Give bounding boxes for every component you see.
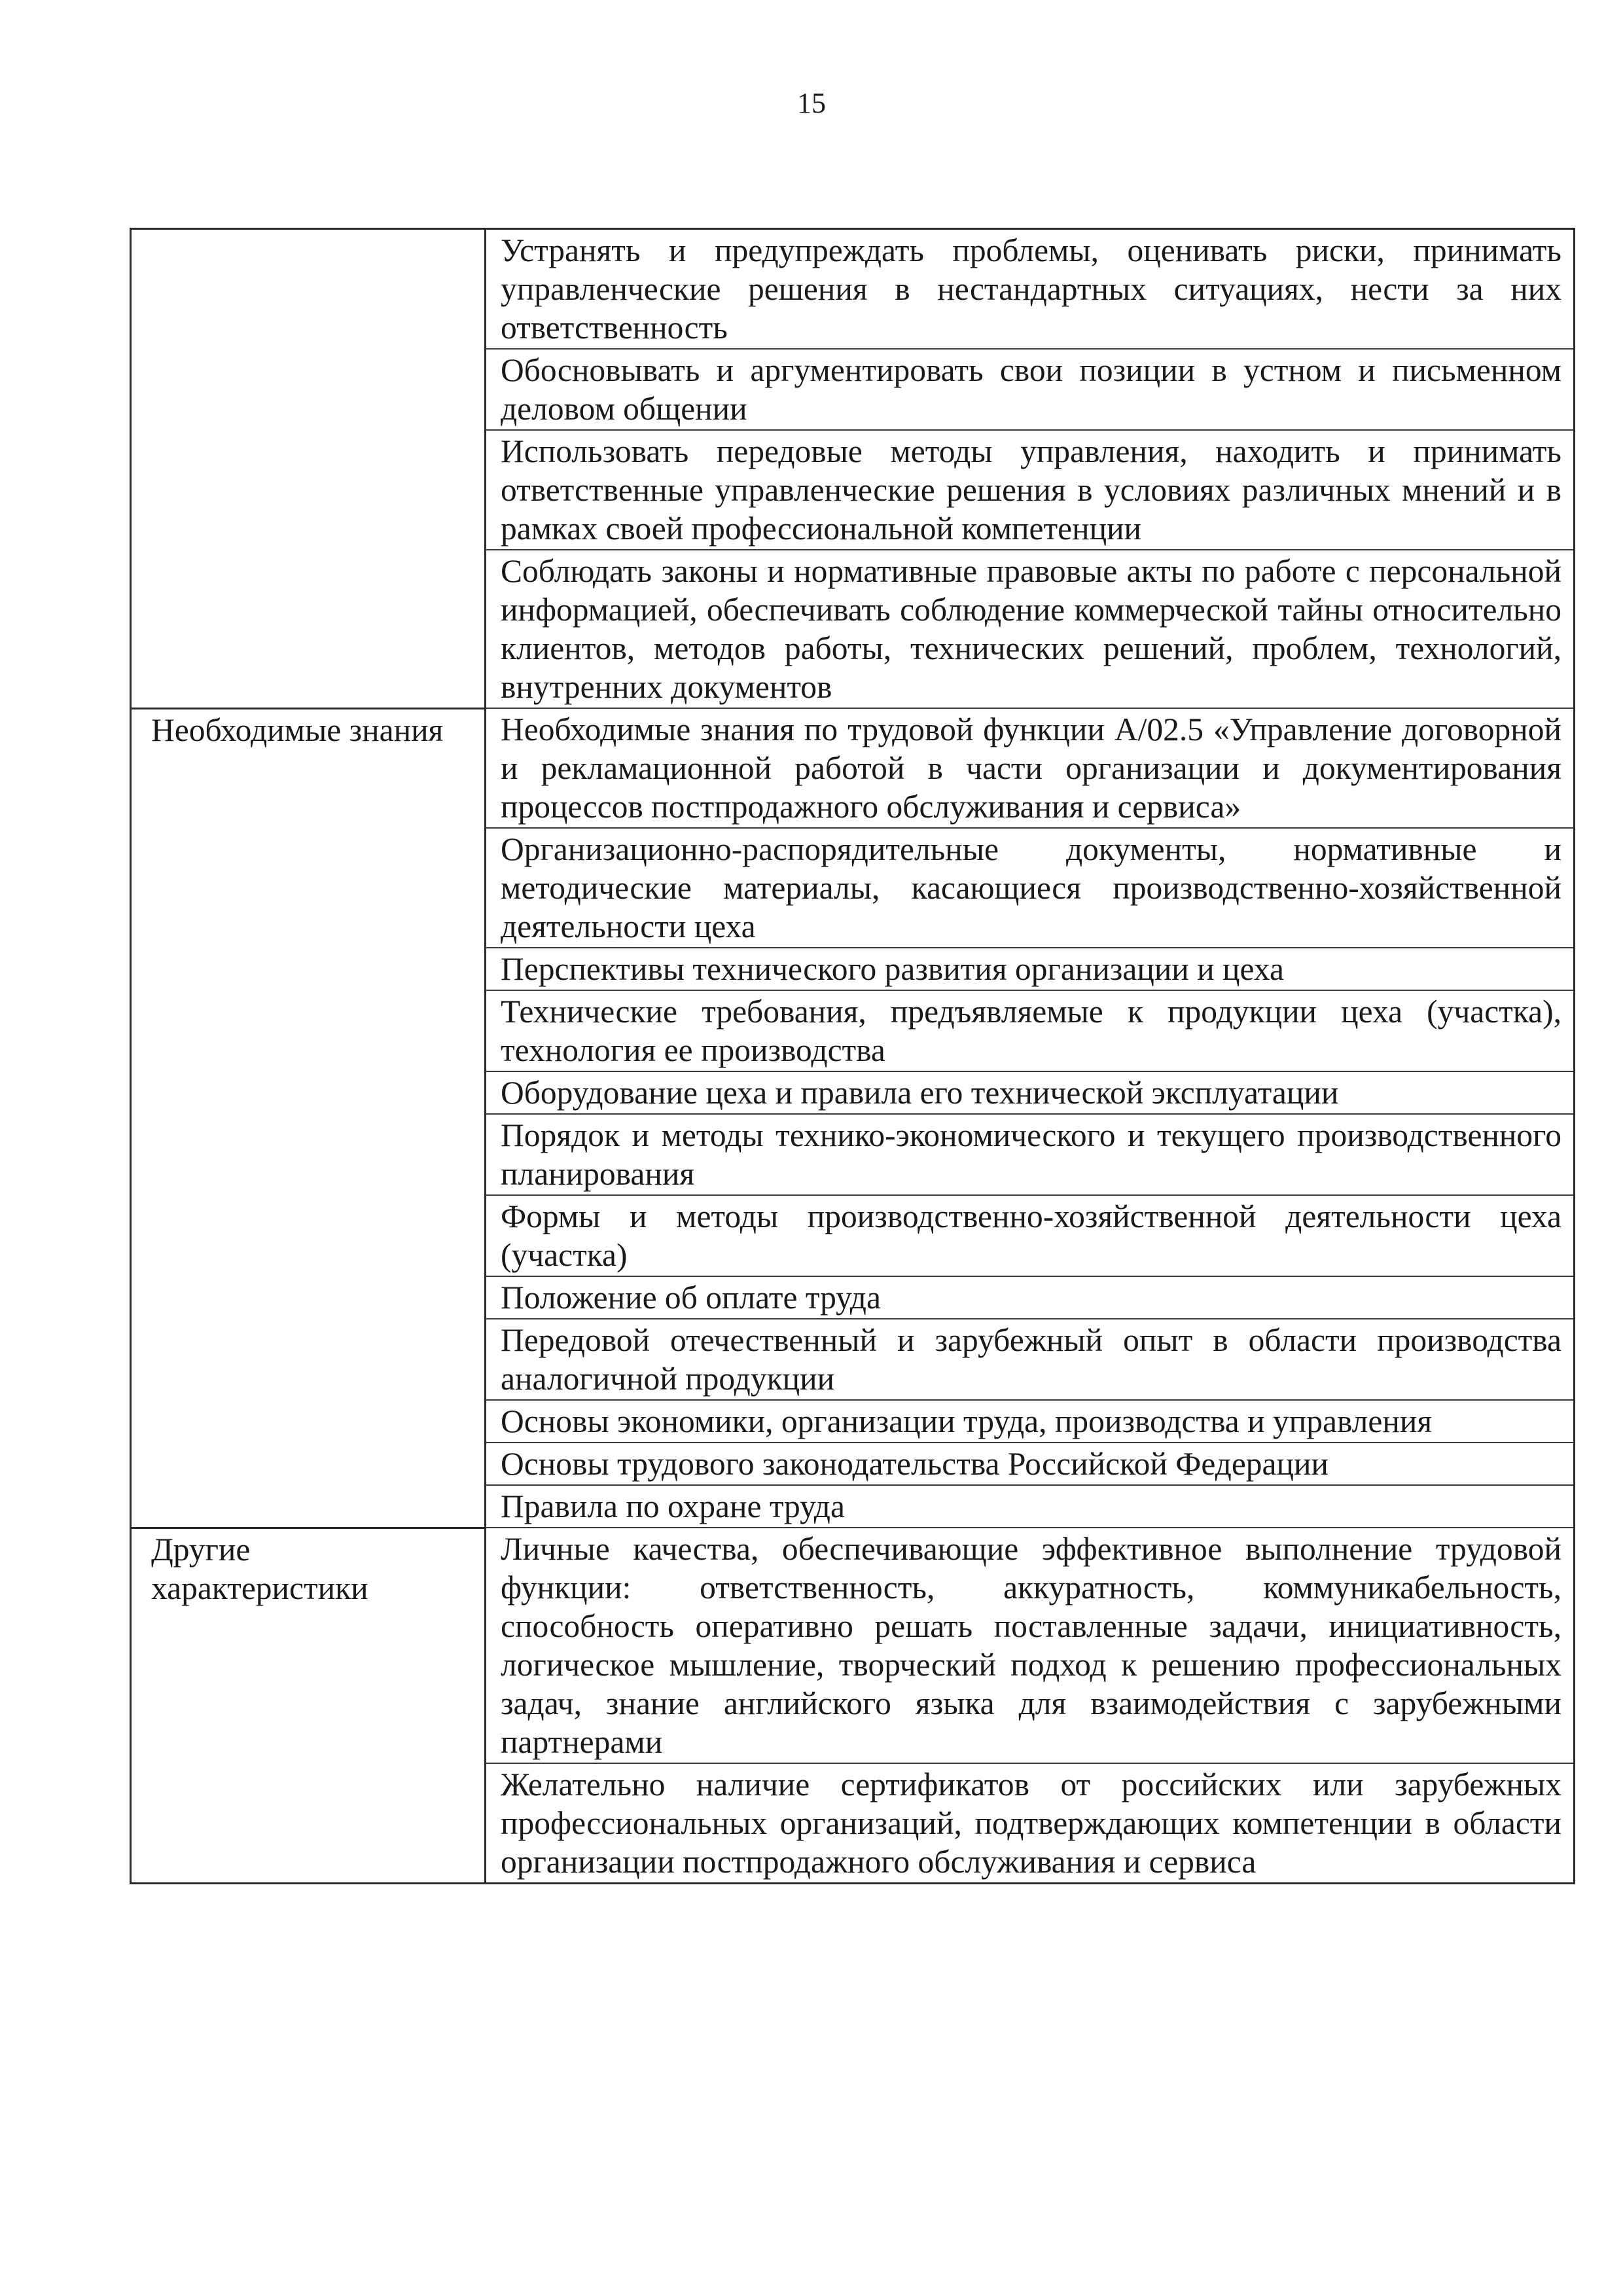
requirement-text: Обосновывать и аргументировать свои позиции в устном и письменном деловом общении [486, 349, 1575, 430]
section-label-cell [131, 708, 486, 1528]
page-number: 15 [797, 87, 826, 119]
requirement-text: Перспективы технического развития организации и цеха [486, 948, 1575, 990]
characteristics-table [130, 228, 1575, 1884]
requirement-text: Необходимые знания по трудовой функции А/02.5 «Управление договорной и рекламационной работой в части организации и документирования процессов постпродажного обслуживания и сервиса» [486, 708, 1575, 828]
table-row [131, 708, 1575, 828]
table-body [131, 229, 1575, 1884]
requirement-text: Основы экономики, организации труда, производства и управления [486, 1400, 1575, 1443]
requirement-text: Формы и методы производственно-хозяйственной деятельности цеха (участка) [486, 1195, 1575, 1276]
requirement-text: Использовать передовые методы управления, находить и принимать ответственные управленческие решения в условиях различных мнений и в рамках своей профессиональной компетенции [486, 430, 1575, 550]
section-label: Необходимые знания [151, 711, 444, 748]
requirement-text: Передовой отечественный и зарубежный опыт в области производства аналогичной продукции [486, 1319, 1575, 1400]
requirement-text: Оборудование цеха и правила его технической эксплуатации [486, 1071, 1575, 1114]
requirement-text: Организационно-распорядительные документы, нормативные и методические материалы, касающиеся производственно-хозяйственной деятельности цеха [486, 828, 1575, 948]
requirement-text: Правила по охране труда [486, 1485, 1575, 1528]
table-row [131, 229, 1575, 350]
requirement-text: Устранять и предупреждать проблемы, оценивать риски, принимать управленческие решения в нестандартных ситуациях, нести за них ответственность [486, 229, 1575, 350]
requirement-text: Желательно наличие сертификатов от российских или зарубежных профессиональных организаций, подтверждающих компетенции в области организации постпродажного обслуживания и сервиса [486, 1763, 1575, 1884]
requirement-text: Положение об оплате труда [486, 1276, 1575, 1319]
requirement-text: Порядок и методы технико-экономического и текущего производственного планирования [486, 1114, 1575, 1195]
table-row [131, 1528, 1575, 1763]
requirement-text: Технические требования, предъявляемые к продукции цеха (участка), технология ее производства [486, 990, 1575, 1071]
requirement-text: Основы трудового законодательства Российской Федерации [486, 1443, 1575, 1485]
section-label: Другие характеристики [151, 1531, 368, 1606]
requirement-text: Соблюдать законы и нормативные правовые акты по работе с персональной информацией, обеспечивать соблюдение коммерческой тайны относительно клиентов, методов работы, технических решений, проблем, технологий, внутренних документов [486, 550, 1575, 708]
section-label-cell [131, 229, 486, 709]
section-label-cell [131, 1528, 486, 1884]
requirement-text: Личные качества, обеспечивающие эффективное выполнение трудовой функции: ответственность, аккуратность, коммуникабельность, способность оперативно решать поставленные задачи, инициативность, логическое мышление, творческий подход к решению профессиональных задач, знание английского языка для взаимодействия с зарубежными партнерами [486, 1528, 1575, 1763]
